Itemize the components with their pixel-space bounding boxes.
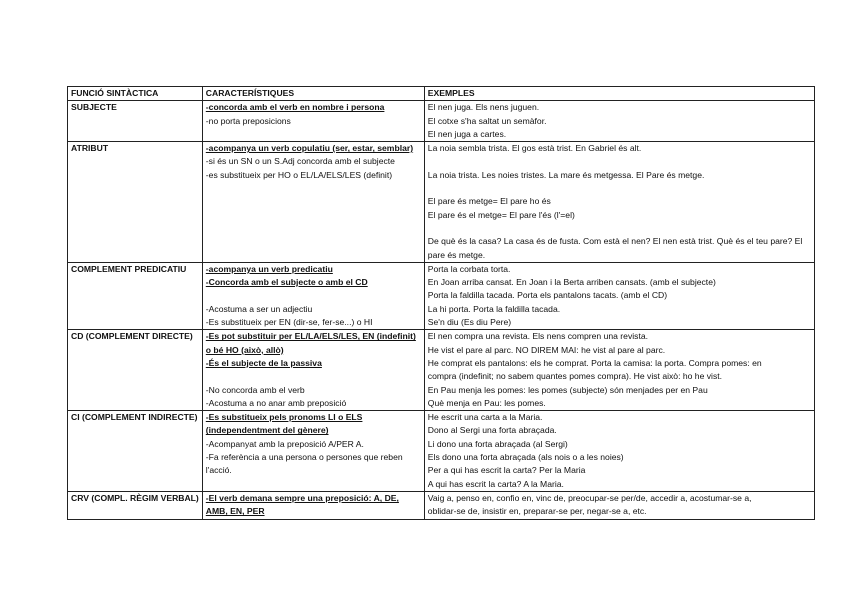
- table-row-crv: [68, 491, 815, 519]
- features-cell: [202, 101, 424, 142]
- feature-line: -no porta preposicions: [205, 115, 291, 126]
- example-line: Els dono una forta abraçada (als nois o a les noies): [427, 452, 624, 463]
- feature-line: -Es substitueix pels pronoms LI o ELS (independentment del gènere): [205, 412, 363, 436]
- feature-line: -concorda amb el verb en nombre i persona: [205, 102, 385, 113]
- example-line: El pare és metge= El pare ho és: [427, 196, 551, 207]
- features-cell: [202, 262, 424, 329]
- feature-line: -És el subjecte de la passiva: [205, 357, 322, 368]
- feature-line: -acompanya un verb predicatiu: [205, 263, 333, 274]
- example-line: La noia sembla trista. El gos està trist. En Gabriel és alt.: [427, 143, 642, 154]
- example-line: compra (indefinit; no sabem quantes pomes compra). He vist això: ho he vist.: [427, 371, 723, 382]
- example-line: He escrit una carta a la Maria.: [427, 412, 543, 423]
- examples-cell: [424, 262, 814, 329]
- example-line: La hi porta. Porta la faldilla tacada.: [427, 303, 561, 314]
- feature-line: -Acostuma a ser un adjectiu: [205, 303, 313, 314]
- function-name: COMPLEMENT PREDICATIU: [68, 262, 203, 329]
- features-cell: [202, 330, 424, 411]
- table-row-predicatiu: [68, 262, 815, 329]
- example-line: En Pau menja les pomes: les pomes (subjecte) són menjades per en Pau: [427, 384, 708, 395]
- example-line: Se'n diu (Es diu Pere): [427, 317, 512, 328]
- feature-line: -El verb demana sempre una preposició: A, DE, AMB, EN, PER: [205, 492, 399, 517]
- example-line: He vist el pare al parc. NO DIREM MAI: he vist al pare al parc.: [427, 344, 666, 355]
- example-line: En Joan arriba cansat. En Joan i la Berta arriben cansats. (amb el subjecte): [427, 277, 716, 288]
- table-row-atribut: [68, 142, 815, 263]
- example-line: Per a qui has escrit la carta? Per la Maria: [427, 465, 586, 476]
- example-line: Què menja en Pau: les pomes.: [427, 397, 546, 408]
- header-examples: EXEMPLES: [424, 87, 814, 101]
- function-name: CI (COMPLEMENT INDIRECTE): [68, 411, 203, 492]
- examples-cell: [424, 101, 814, 142]
- table-row-ci: [68, 411, 815, 492]
- examples-cell: [424, 411, 814, 492]
- table-row-subjecte: [68, 101, 815, 142]
- feature-line: -Es pot substituir per EL/LA/ELS/LES, EN (indefinit) o bé HO (això, allò): [205, 331, 416, 355]
- function-name: CD (COMPLEMENT DIRECTE): [68, 330, 203, 411]
- example-line: La noia trista. Les noies tristes. La mare és metgessa. El Pare és metge.: [427, 169, 705, 180]
- examples-cell: [424, 491, 814, 519]
- example-line: He comprat els pantalons: els he comprat. Porta la camisa: la porta. Compra pomes: en: [427, 357, 762, 368]
- example-line: Porta la corbata torta.: [427, 263, 511, 274]
- function-name: SUBJECTE: [68, 101, 203, 142]
- header-function: FUNCIÓ SINTÀCTICA: [68, 87, 203, 101]
- feature-line: -Es substitueix per EN (dir-se, fer-se...) o HI: [205, 317, 373, 328]
- features-cell: [202, 491, 424, 519]
- function-name: ATRIBUT: [68, 142, 203, 263]
- example-line: El nen juga a cartes.: [427, 128, 507, 139]
- header-characteristics: CARACTERÍSTIQUES: [202, 87, 424, 101]
- example-line: A qui has escrit la carta? A la Maria.: [427, 478, 564, 489]
- feature-line: -Concorda amb el subjecte o amb el CD: [205, 277, 368, 288]
- examples-cell: [424, 142, 814, 263]
- example-line: oblidar-se de, insistir en, preparar-se per, negar-se a, etc.: [427, 506, 647, 517]
- feature-line: -es substitueix per HO o EL/LA/ELS/LES (definit): [205, 169, 393, 180]
- feature-line: -si és un SN o un S.Adj concorda amb el subjecte: [205, 156, 395, 167]
- example-line: Li dono una forta abraçada (al Sergi): [427, 438, 568, 449]
- example-line: El pare és el metge= El pare l'és (l'=el): [427, 209, 575, 220]
- table-header-row: [68, 87, 815, 101]
- feature-line: -Fa referència a una persona o persones que reben l'acció.: [205, 452, 403, 476]
- feature-line: -Acostuma a no anar amb preposició: [205, 397, 347, 408]
- function-name: CRV (COMPL. RÈGIM VERBAL): [68, 491, 203, 519]
- table-row-cd: [68, 330, 815, 411]
- features-cell: [202, 142, 424, 263]
- feature-line: -No concorda amb el verb: [205, 384, 305, 395]
- feature-line: -Acompanyat amb la preposició A/PER A.: [205, 438, 364, 449]
- syntax-functions-table: [67, 86, 815, 520]
- example-line: Porta la faldilla tacada. Porta els pantalons tacats. (amb el CD): [427, 290, 668, 301]
- example-line: Dono al Sergi una forta abraçada.: [427, 425, 557, 436]
- example-line: El nen juga. Els nens juguen.: [427, 102, 540, 113]
- feature-line: -acompanya un verb copulatiu (ser, estar, semblar): [205, 143, 414, 154]
- example-line: De què és la casa? La casa és de fusta. Com està el nen? El nen està trist. Què és el teu pare? El pare és metge.: [427, 236, 803, 260]
- example-line: El nen compra una revista. Els nens compren una revista.: [427, 331, 649, 342]
- example-line: Vaig a, penso en, confio en, vinc de, preocupar-se per/de, accedir a, acostumar-se a,: [427, 492, 752, 503]
- examples-cell: [424, 330, 814, 411]
- example-line: El cotxe s'ha saltat un semàfor.: [427, 115, 547, 126]
- features-cell: [202, 411, 424, 492]
